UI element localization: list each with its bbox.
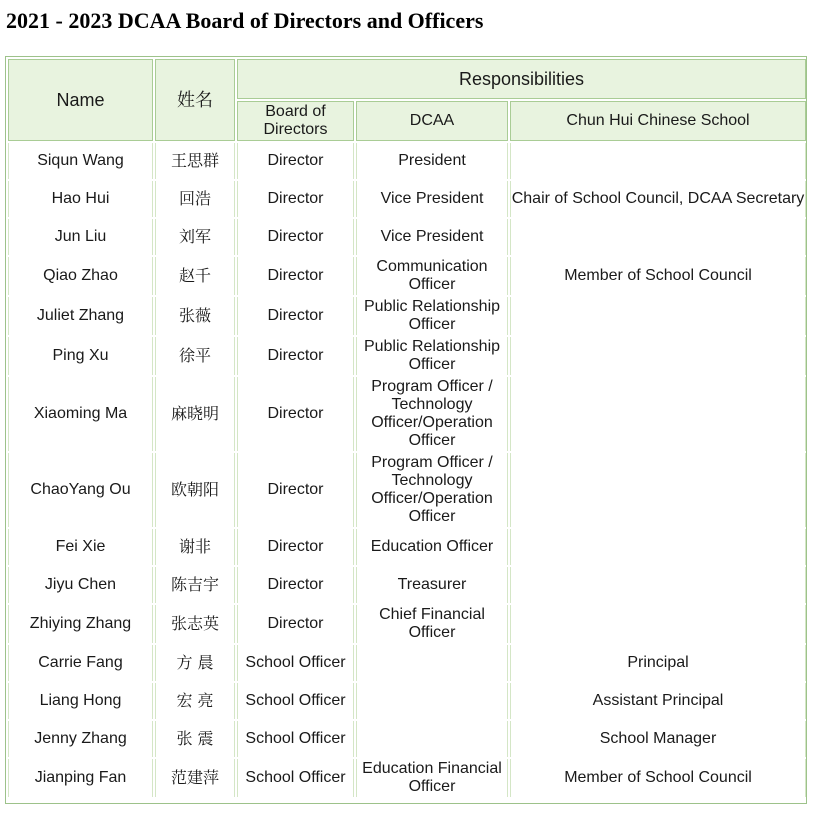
member-chinese-name: 张薇 [155, 297, 235, 335]
header-school: Chun Hui Chinese School [510, 101, 806, 141]
school-role: Chair of School Council, DCAA Secretary [510, 181, 806, 217]
member-name: Fei Xie [8, 529, 153, 565]
school-role [510, 219, 806, 255]
table-row [8, 683, 806, 719]
board-role: School Officer [237, 759, 354, 797]
board-role: Director [237, 337, 354, 375]
member-chinese-name: 张 震 [155, 721, 235, 757]
board-role: Director [237, 567, 354, 603]
header-name: Name [8, 59, 153, 141]
school-role: Member of School Council [510, 759, 806, 797]
table-row [8, 605, 806, 643]
member-chinese-name: 赵千 [155, 257, 235, 295]
board-role: Director [237, 453, 354, 527]
table-row [8, 453, 806, 527]
member-name: Siqun Wang [8, 143, 153, 179]
member-chinese-name: 谢非 [155, 529, 235, 565]
member-chinese-name: 宏 亮 [155, 683, 235, 719]
board-role: Director [237, 377, 354, 451]
header-responsibilities: Responsibilities [237, 59, 806, 99]
school-role [510, 605, 806, 643]
board-role: Director [237, 297, 354, 335]
table-row [8, 337, 806, 375]
board-role: Director [237, 181, 354, 217]
member-name: Xiaoming Ma [8, 377, 153, 451]
member-chinese-name: 陈吉宇 [155, 567, 235, 603]
dcaa-role [356, 645, 508, 681]
dcaa-role: Chief Financial Officer [356, 605, 508, 643]
member-chinese-name: 方 晨 [155, 645, 235, 681]
school-role [510, 143, 806, 179]
dcaa-role [356, 683, 508, 719]
member-chinese-name: 张志英 [155, 605, 235, 643]
dcaa-role: President [356, 143, 508, 179]
school-role: Principal [510, 645, 806, 681]
dcaa-role: Program Officer / Technology Officer/Operation Officer [356, 453, 508, 527]
member-chinese-name: 欧朝阳 [155, 453, 235, 527]
member-name: ChaoYang Ou [8, 453, 153, 527]
member-chinese-name: 王思群 [155, 143, 235, 179]
member-name: Qiao Zhao [8, 257, 153, 295]
header-dcaa: DCAA [356, 101, 508, 141]
table-row [8, 377, 806, 451]
member-name: Hao Hui [8, 181, 153, 217]
page-title: 2021 - 2023 DCAA Board of Directors and Officers [6, 8, 484, 33]
school-role: School Manager [510, 721, 806, 757]
board-role: School Officer [237, 683, 354, 719]
member-name: Jiyu Chen [8, 567, 153, 603]
school-role: Assistant Principal [510, 683, 806, 719]
member-name: Carrie Fang [8, 645, 153, 681]
dcaa-role: Vice President [356, 219, 508, 255]
member-name: Liang Hong [8, 683, 153, 719]
member-chinese-name: 回浩 [155, 181, 235, 217]
board-role: Director [237, 605, 354, 643]
table-row [8, 257, 806, 295]
school-role [510, 529, 806, 565]
table-row [8, 721, 806, 757]
member-name: Juliet Zhang [8, 297, 153, 335]
member-name: Jianping Fan [8, 759, 153, 797]
dcaa-role: Program Officer / Technology Officer/Operation Officer [356, 377, 508, 451]
board-role: Director [237, 219, 354, 255]
school-role [510, 337, 806, 375]
dcaa-role: Public Relationship Officer [356, 297, 508, 335]
board-role: Director [237, 257, 354, 295]
school-role [510, 377, 806, 451]
member-name: Jun Liu [8, 219, 153, 255]
dcaa-role: Vice President [356, 181, 508, 217]
school-role [510, 453, 806, 527]
school-role: Member of School Council [510, 257, 806, 295]
table-row [8, 759, 806, 797]
member-name: Jenny Zhang [8, 721, 153, 757]
member-chinese-name: 徐平 [155, 337, 235, 375]
dcaa-role: Education Financial Officer [356, 759, 508, 797]
table-row [8, 645, 806, 681]
board-role: School Officer [237, 721, 354, 757]
board-table-frame [5, 56, 807, 804]
table-row [8, 297, 806, 335]
board-role: Director [237, 529, 354, 565]
table-row [8, 143, 806, 179]
member-chinese-name: 刘军 [155, 219, 235, 255]
header-board-of-directors: Board of Directors [237, 101, 354, 141]
dcaa-role: Education Officer [356, 529, 508, 565]
dcaa-role: Treasurer [356, 567, 508, 603]
dcaa-role [356, 721, 508, 757]
table-row [8, 529, 806, 565]
header-chinese-name: 姓名 [155, 59, 235, 141]
member-chinese-name: 范建萍 [155, 759, 235, 797]
table-row [8, 181, 806, 217]
board-role: School Officer [237, 645, 354, 681]
school-role [510, 567, 806, 603]
school-role [510, 297, 806, 335]
board-table [6, 57, 808, 799]
table-row [8, 219, 806, 255]
member-name: Zhiying Zhang [8, 605, 153, 643]
member-chinese-name: 麻晓明 [155, 377, 235, 451]
dcaa-role: Communication Officer [356, 257, 508, 295]
board-role: Director [237, 143, 354, 179]
table-row [8, 567, 806, 603]
member-name: Ping Xu [8, 337, 153, 375]
dcaa-role: Public Relationship Officer [356, 337, 508, 375]
